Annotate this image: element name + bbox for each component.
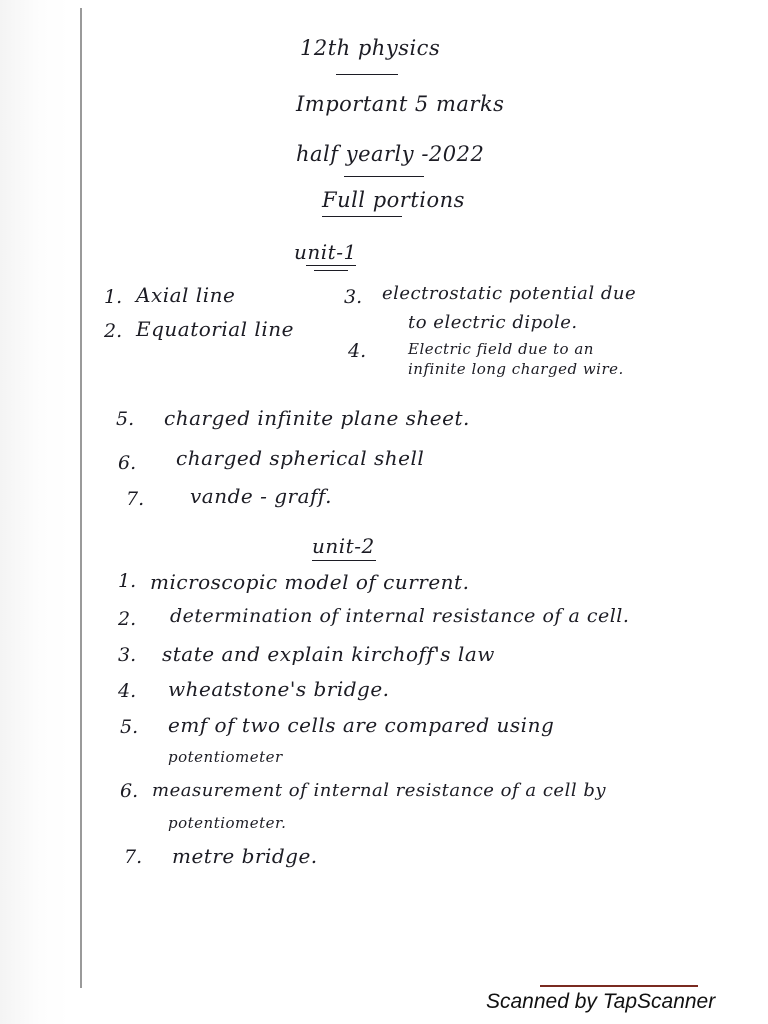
list-item-number: 3. (344, 286, 363, 308)
margin-line (80, 8, 82, 988)
list-item-continuation: infinite long charged wire. (408, 360, 624, 378)
list-item: Equatorial line (136, 317, 294, 341)
list-item: determination of internal resistance of a cell. (170, 605, 630, 627)
list-item: emf of two cells are compared using (168, 713, 555, 737)
scope-underline (322, 216, 402, 217)
unit-1-underline-2 (314, 270, 348, 271)
list-item: charged spherical shell (176, 446, 425, 470)
list-item-number: 5. (120, 716, 139, 738)
page-title: 12th physics (300, 36, 441, 60)
unit-1-heading: unit-1 (294, 240, 357, 264)
list-item: Electric field due to an (408, 340, 594, 358)
list-item: vande - graff. (190, 484, 332, 508)
page-subtitle: Important 5 marks (296, 92, 505, 116)
unit-2-underline (312, 560, 376, 561)
list-item: metre bridge. (172, 844, 318, 868)
title-underline (336, 74, 398, 75)
list-item-number: 2. (118, 608, 137, 630)
list-item: wheatstone's bridge. (168, 677, 390, 701)
exam-label: half yearly -2022 (296, 142, 485, 166)
scanner-watermark: Scanned by TapScanner (486, 990, 716, 1013)
list-item-number: 1. (104, 286, 123, 308)
list-item-number: 1. (118, 570, 137, 592)
list-item: Axial line (136, 283, 236, 307)
list-item: microscopic model of current. (150, 570, 470, 594)
unit-2-heading: unit-2 (312, 534, 375, 558)
exam-underline (344, 176, 424, 177)
list-item: measurement of internal resistance of a cell by (152, 780, 607, 801)
list-item-number: 5. (116, 408, 135, 430)
list-item-number: 6. (118, 452, 137, 474)
unit-1-underline (306, 265, 356, 266)
list-item-number: 7. (126, 488, 145, 510)
list-item-number: 6. (120, 780, 139, 802)
list-item: charged infinite plane sheet. (164, 406, 470, 430)
list-item-number: 4. (118, 680, 137, 702)
list-item-continuation: potentiometer (168, 748, 283, 766)
scope-label: Full portions (322, 188, 465, 212)
list-item-continuation: to electric dipole. (408, 312, 578, 333)
list-item-continuation: potentiometer. (168, 814, 287, 832)
list-item-number: 4. (348, 340, 367, 362)
list-item: electrostatic potential due (382, 283, 637, 304)
list-item: state and explain kirchoff's law (162, 642, 495, 666)
list-item-number: 7. (124, 846, 143, 868)
list-item-number: 2. (104, 320, 123, 342)
list-item-number: 3. (118, 644, 137, 666)
watermark-rule (540, 985, 698, 987)
